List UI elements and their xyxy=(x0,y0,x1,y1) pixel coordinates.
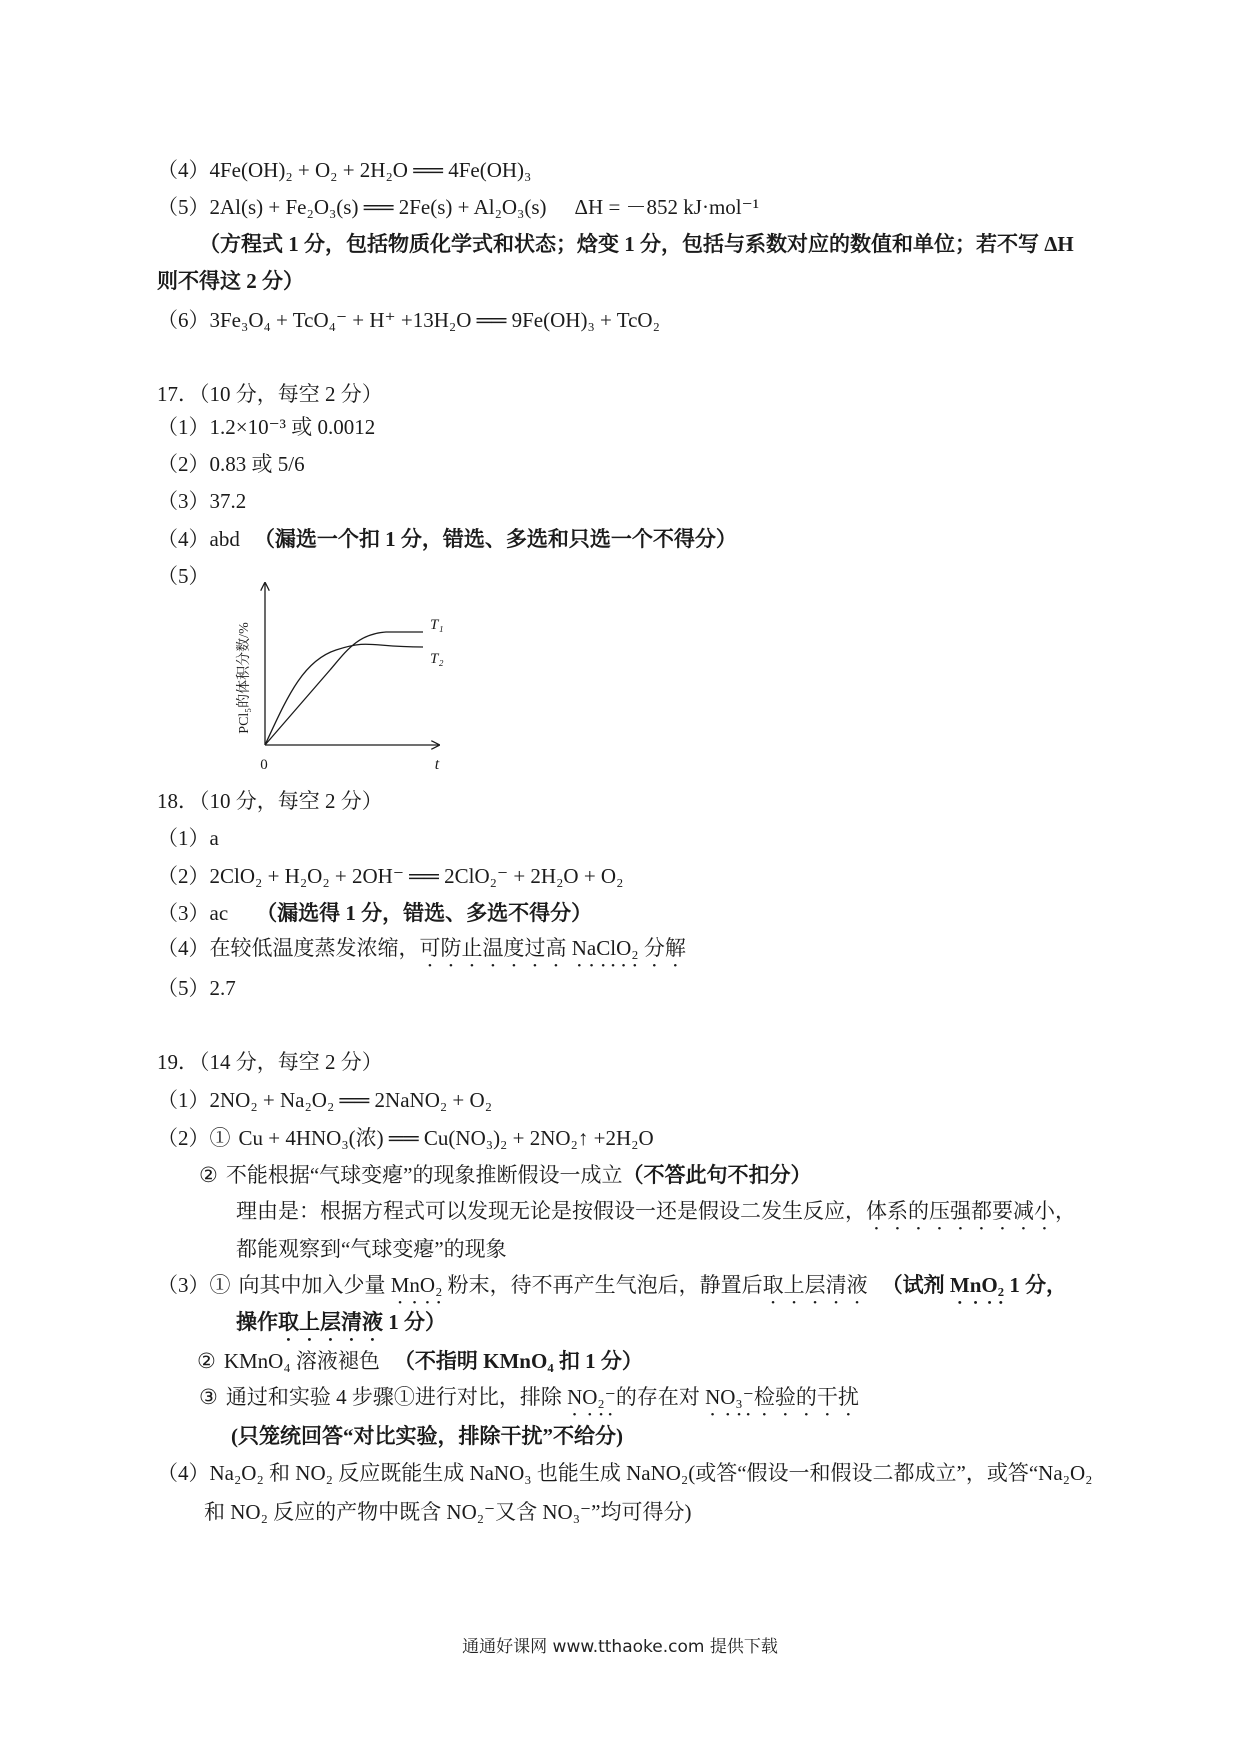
scoring-note-line-1 xyxy=(199,230,1074,258)
item-number: （3） xyxy=(157,1273,210,1297)
scoring-note-part: （试剂 xyxy=(881,1273,950,1297)
scoring-note: （不答此句不扣分） xyxy=(622,1163,812,1187)
sub-item-mark: ① xyxy=(209,1126,231,1150)
item-number: （5） xyxy=(157,195,210,219)
sub-item-mark: ② xyxy=(197,1349,216,1373)
item-number: （4） xyxy=(157,1461,210,1485)
answer-text: 向其中加入少量 xyxy=(238,1273,391,1297)
sub-item-mark: ① xyxy=(209,1273,231,1297)
scoring-note-part: 1 分） xyxy=(383,1310,446,1334)
q18-item-5 xyxy=(157,974,236,1002)
equation: 2NO₂ + Na₂O₂ ══ 2NaNO₂ + O₂ xyxy=(209,1088,493,1112)
item-number: （4） xyxy=(157,936,210,960)
q19-item-3-c xyxy=(199,1383,859,1421)
q19-item-3-c-note xyxy=(231,1422,623,1450)
q16-item-5 xyxy=(157,193,759,221)
answer-text: 1.2×10⁻³ 或 0.0012 xyxy=(209,415,376,439)
origin-label: 0 xyxy=(260,757,268,773)
curve-t2 xyxy=(265,644,423,745)
scoring-note-line-2 xyxy=(157,267,304,295)
scoring-note: （漏选得 1 分，错选、多选不得分） xyxy=(256,901,593,925)
q18-item-2 xyxy=(157,862,623,890)
scoring-note: （漏选一个扣 1 分，错选、多选和只选一个不得分） xyxy=(253,527,737,551)
q16-item-4 xyxy=(157,156,531,184)
item-number: （3） xyxy=(157,489,210,513)
q19-item-2-b xyxy=(199,1161,811,1189)
scoring-note: （方程式 1 分，包括物质化学式和状态；焓变 1 分，包括与系数对应的数值和单位；若不写 ΔH xyxy=(199,232,1074,256)
y-axis-label: PCl₅的体积分数/% xyxy=(237,622,252,734)
item-number: （5） xyxy=(157,976,210,1000)
q19-item-2-b-reason xyxy=(236,1197,1076,1235)
series-label-t2: T₂ xyxy=(430,651,444,667)
item-number: （5） xyxy=(157,564,210,588)
equation: 2Al(s) + Fe₂O₃(s) ══ 2Fe(s) + Al₂O₃(s) xyxy=(209,195,547,219)
answer-text: ， xyxy=(1055,1199,1076,1223)
item-number: （1） xyxy=(157,415,210,439)
equation: Cu + 4HNO₃(浓) ══ Cu(NO₃)₂ + 2NO₂↑ +2H₂O xyxy=(238,1126,654,1150)
answer-text: a xyxy=(209,826,219,850)
page-footer xyxy=(0,1633,1240,1661)
q18-item-4 xyxy=(157,934,686,972)
q19-item-4 xyxy=(157,1459,1092,1487)
q19-item-3-a-note-cont xyxy=(236,1308,446,1346)
q17-item-5 xyxy=(157,562,210,590)
scoring-note: （不指明 KMnO₄ 扣 1 分） xyxy=(393,1349,643,1373)
equation: 4Fe(OH)₂ + O₂ + 2H₂O ══ 4Fe(OH)₃ xyxy=(209,158,532,182)
emphasized-text: MnO₂ xyxy=(390,1273,443,1297)
q18-item-3 xyxy=(157,899,592,927)
curve-t1 xyxy=(265,632,423,745)
q17-header xyxy=(157,380,383,408)
answer-text: KMnO₄ 溶液褪色 xyxy=(223,1349,380,1373)
item-number: （6） xyxy=(157,308,210,332)
answer-text: 的存在对 xyxy=(615,1385,706,1409)
question-header: 18．（10 分，每空 2 分） xyxy=(157,789,383,813)
emphasized-text: 可防止温度过高 NaClO₂ 分解 xyxy=(419,936,686,960)
q17-item-4 xyxy=(157,525,737,553)
item-number: （3） xyxy=(157,901,210,925)
series-label-t1: T₁ xyxy=(430,617,444,633)
q19-item-2-a xyxy=(157,1124,654,1152)
emphasized-text: NO₂⁻ xyxy=(567,1385,616,1409)
q17-item-1 xyxy=(157,413,375,441)
emphasized-text: NO₃⁻检验的干扰 xyxy=(705,1385,859,1409)
item-number: （1） xyxy=(157,1088,210,1112)
answer-text: 0.83 或 5/6 xyxy=(209,452,305,476)
question-header: 17．（10 分，每空 2 分） xyxy=(157,382,383,406)
item-number: （4） xyxy=(157,158,210,182)
q18-header xyxy=(157,787,383,815)
answer-text: ac xyxy=(209,901,229,925)
answer-text: 在较低温度蒸发浓缩， xyxy=(209,936,420,960)
footer-text: 通通好课网 www.tthaoke.com 提供下载 xyxy=(462,1637,778,1657)
q19-item-4-cont xyxy=(204,1498,691,1526)
q19-item-3-b xyxy=(197,1347,643,1375)
q19-header xyxy=(157,1048,383,1076)
emphasized-text: MnO₂ xyxy=(949,1273,1005,1297)
answer-text: 37.2 xyxy=(209,489,247,513)
q17-item-2 xyxy=(157,450,305,478)
answer-text: 理由是：根据方程式可以发现无论是按假设一还是假设二发生反应， xyxy=(236,1199,866,1223)
enthalpy-change: ΔH = －852 kJ·mol⁻¹ xyxy=(574,195,760,219)
scoring-note-part: 1 分， xyxy=(1004,1273,1068,1297)
item-number: （2） xyxy=(157,864,210,888)
pcl5-volume-fraction-graph xyxy=(220,575,460,780)
scoring-note: 则不得这 2 分） xyxy=(157,269,304,293)
q19-item-2-b-reason-cont xyxy=(236,1235,507,1263)
q17-item-3 xyxy=(157,487,246,515)
q19-item-3-a xyxy=(157,1271,1067,1309)
answer-text: 2.7 xyxy=(209,976,236,1000)
item-number: （4） xyxy=(157,527,210,551)
sub-item-mark: ② xyxy=(199,1163,218,1187)
q19-item-1 xyxy=(157,1086,492,1114)
question-header: 19．（14 分，每空 2 分） xyxy=(157,1050,383,1074)
emphasized-text: 体系的压强都要减小 xyxy=(866,1199,1055,1223)
answer-text: 和 NO₂ 反应的产物中既含 NO₂⁻又含 NO₃⁻”均可得分) xyxy=(204,1500,692,1524)
item-number: （2） xyxy=(157,1126,210,1150)
q16-item-6 xyxy=(157,306,660,334)
item-number: （1） xyxy=(157,826,210,850)
emphasized-text: 取上层清液 xyxy=(762,1273,868,1297)
x-axis-label: t xyxy=(434,756,440,773)
scoring-note-part: 操作 xyxy=(236,1310,278,1334)
scoring-note: (只笼统回答“对比实验，排除干扰”不给分) xyxy=(231,1424,623,1448)
equation: 2ClO₂ + H₂O₂ + 2OH⁻ ══ 2ClO₂⁻ + 2H₂O + O₂ xyxy=(209,864,624,888)
answer-text: 通过和实验 4 步骤①进行对比，排除 xyxy=(225,1385,568,1409)
equation: 3Fe₃O₄ + TcO₄⁻ + H⁺ +13H₂O ══ 9Fe(OH)₃ + TcO₂ xyxy=(209,308,660,332)
answer-text: Na₂O₂ 和 NO₂ 反应既能生成 NaNO₃ 也能生成 NaNO₂(或答“假设一和假设二都成立”，或答“Na₂O₂ xyxy=(209,1461,1093,1485)
answer-text: 粉末，待不再产生气泡后，静置后 xyxy=(442,1273,763,1297)
q18-item-1 xyxy=(157,824,219,852)
sub-item-mark: ③ xyxy=(199,1385,218,1409)
answer-text: 不能根据“气球变瘪”的现象推断假设一成立 xyxy=(225,1163,623,1187)
item-number: （2） xyxy=(157,452,210,476)
answer-text: 都能观察到“气球变瘪”的现象 xyxy=(236,1237,507,1261)
emphasized-text: 取上层清液 xyxy=(278,1310,383,1334)
scoring-note xyxy=(882,1273,1067,1297)
answer-text: abd xyxy=(209,527,240,551)
